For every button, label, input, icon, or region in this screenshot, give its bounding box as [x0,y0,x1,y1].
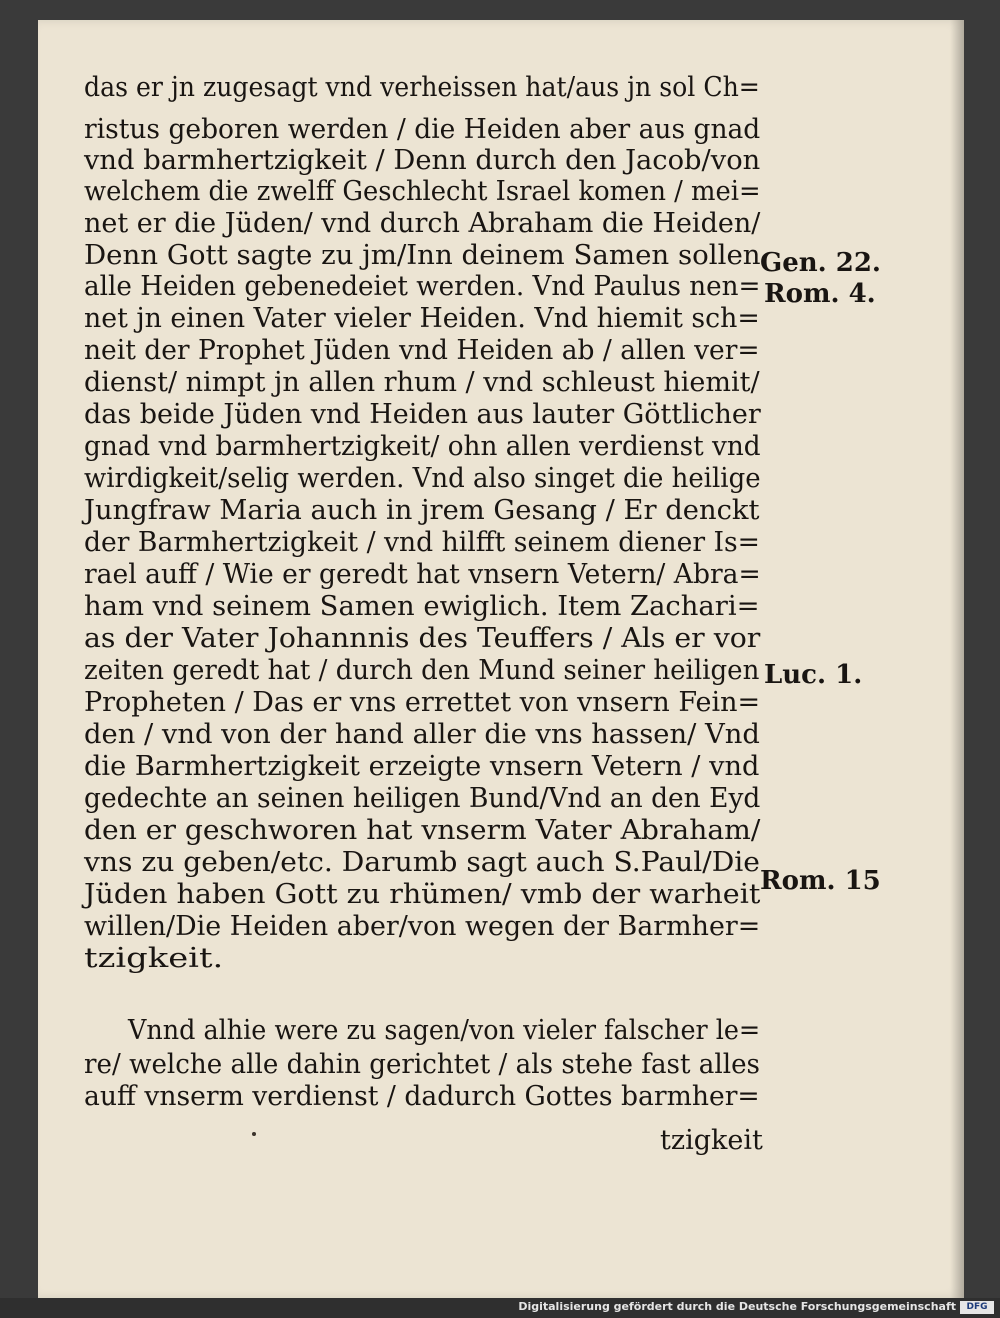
text-line: auff vnserm verdienst / dadurch Gottes barmher= [84,1081,760,1112]
text-line: ristus geboren werden / die Heiden aber aus gnad [84,114,761,145]
text-line: Denn Gott sagte zu jm/Inn deinem Samen sollen [84,240,761,271]
text-line: gedechte an seinen heiligen Bund/Vnd an den Eyd [84,783,761,814]
text-line: den / vnd von der hand aller die vns hassen/ Vnd [84,719,760,750]
text-line: Propheten / Das er vns errettet von vnsern Fein= [84,687,761,718]
catchword: tzigkeit [660,1125,763,1156]
text-line: welchem die zwelff Geschlecht Israel komen / mei= [84,176,761,207]
text-line: alle Heiden gebenedeiet werden. Vnd Paulus nen= [84,271,761,302]
text-line: tzigkeit. [84,943,224,974]
text-line: net jn einen Vater vieler Heiden. Vnd hiemit sch= [84,303,760,334]
ink-speck [252,1132,256,1136]
margin-note: Gen. 22. [760,248,881,278]
text-line: Vnnd alhie were zu sagen/von vieler falscher le= [128,1015,761,1046]
text-line: vnd barmhertzigkeit / Denn durch den Jacob/von [84,145,761,176]
margin-note: Luc. 1. [764,660,863,690]
text-line: der Barmhertzigkeit / vnd hilfft seinem diener Is= [84,527,760,558]
text-line: ham vnd seinem Samen ewiglich. Item Zachari= [84,591,760,622]
margin-note: Rom. 4. [764,279,876,309]
text-line: gnad vnd barmhertzigkeit/ ohn allen verdienst vnd [84,431,761,462]
margin-note: Rom. 15 [760,866,881,896]
text-line: neit der Prophet Jüden vnd Heiden ab / allen ver= [84,335,760,366]
book-page [38,20,964,1298]
text-line: re/ welche alle dahin gerichtet / als stehe fast alles [84,1049,760,1080]
text-line: dienst/ nimpt jn allen rhum / vnd schleust hiemit/ [84,367,760,398]
text-line: net er die Jüden/ vnd durch Abraham die Heiden/ [84,208,761,239]
dfg-logo: DFG [960,1301,994,1314]
text-line: as der Vater Johannnis des Teuffers / Als er vor [84,623,761,654]
text-line: zeiten geredt hat / durch den Mund seiner heiligen [84,655,760,686]
text-line: rael auff / Wie er geredt hat vnsern Vetern/ Abra= [84,559,761,590]
text-line: vns zu geben/etc. Darumb sagt auch S.Paul/Die [84,847,760,878]
text-line: die Barmhertzigkeit erzeigte vnsern Vetern / vnd [84,751,760,782]
text-line: das er jn zugesagt vnd verheissen hat/aus jn sol Ch= [84,72,760,103]
credit-text: Digitalisierung gefördert durch die Deutsche Forschungsgemeinschaft [518,1300,956,1313]
text-line: willen/Die Heiden aber/von wegen der Barmher= [84,911,761,942]
credit-bar [0,1298,1000,1318]
text-line: den er geschworen hat vnserm Vater Abraham/ [84,815,761,846]
text-line: Jüden haben Gott zu rhümen/ vmb der warheit [84,879,761,910]
text-line: wirdigkeit/selig werden. Vnd also singet die heilige [84,463,761,494]
page-edge-shadow [950,20,964,1298]
text-line: das beide Jüden vnd Heiden aus lauter Göttlicher [84,399,761,430]
text-line: Jungfraw Maria auch in jrem Gesang / Er denckt [84,495,760,526]
